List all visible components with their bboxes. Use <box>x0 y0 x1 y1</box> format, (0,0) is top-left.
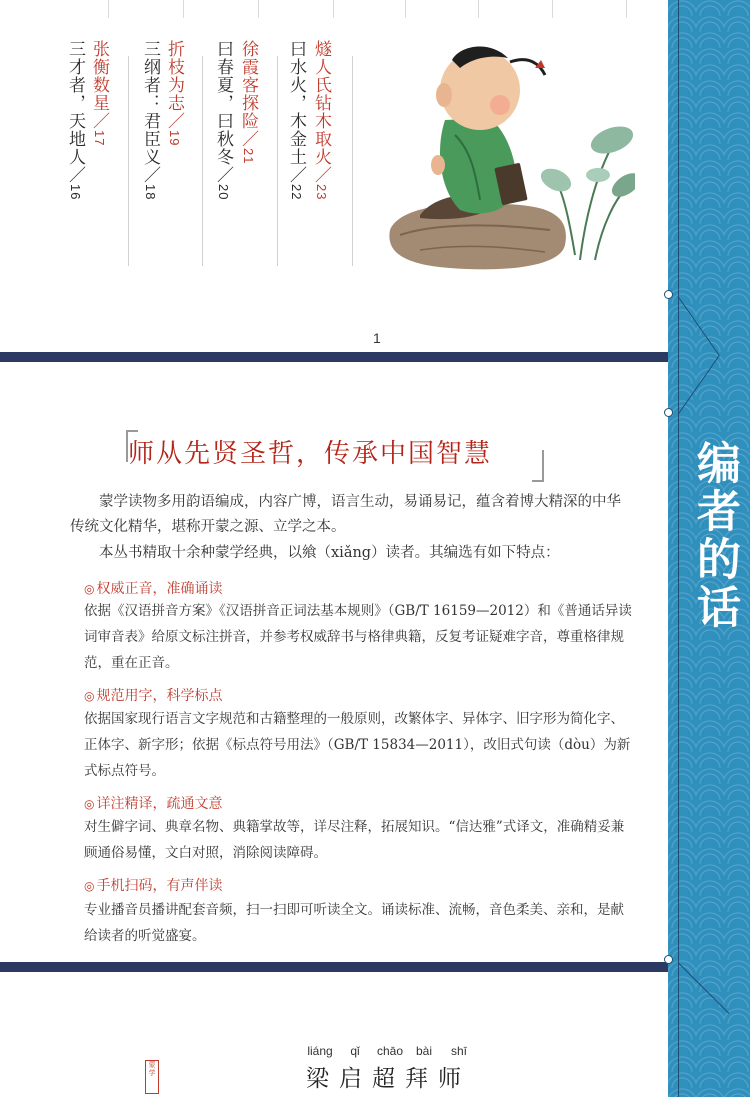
editor-note-page <box>0 365 668 962</box>
toc-title: 燧人氏钻木取火 <box>311 40 331 166</box>
pinyin-syllable: qǐ <box>350 1044 360 1058</box>
toc-line-page: 22 <box>289 184 304 201</box>
toc-divider <box>128 56 129 266</box>
bullet-mark: ◎ <box>84 689 95 703</box>
section-body: 对生僻字词、典章名物、典籍掌故等，详尽注释，拓展知识。“信达雅”式译文，准确精妥兼顾通俗易懂，文白对照，消除阅读障碍。 <box>84 819 625 861</box>
toc-divider <box>277 56 278 266</box>
toc-rule <box>333 0 334 18</box>
headline-bracket-right <box>532 450 544 482</box>
binding-hole <box>664 408 673 417</box>
toc-title-page: 21 <box>241 148 256 165</box>
section-title <box>84 793 222 813</box>
section-title <box>84 578 222 598</box>
section-title-text: 权威正音，准确诵读 <box>96 580 223 596</box>
toc-entry-line[interactable]: 曰春夏，曰秋冬／20 <box>213 40 233 201</box>
toc-line: 三才者，天地人 <box>65 40 85 166</box>
page-number: 1 <box>373 330 381 346</box>
page-separator <box>0 962 750 972</box>
intro-paragraph: 蒙学读物多用韵语编成，内容广博，语言生动，易诵易记，蕴含着博大精深的中华传统文化精华，堪称开蒙之源、立学之本。 <box>70 494 621 535</box>
binding-hole <box>664 955 673 964</box>
bullet-mark: ◎ <box>84 797 95 811</box>
toc-rule <box>258 0 259 18</box>
headline: 师从先贤圣哲，传承中国智慧 <box>128 439 493 469</box>
toc-title: 张衡数星 <box>89 40 109 112</box>
toc-entry-line[interactable]: 三纲者：君臣义／18 <box>140 40 160 201</box>
pinyin-syllable: shī <box>450 1044 467 1058</box>
toc-entry-title[interactable]: 折枝为志／19 <box>164 40 184 147</box>
pinyin-syllable: chāo <box>376 1044 404 1058</box>
section-title <box>84 875 222 895</box>
toc-entry-line[interactable]: 三才者，天地人／16 <box>65 40 85 201</box>
toc-divider <box>202 56 203 266</box>
section-title <box>84 685 222 705</box>
binding-hole <box>664 290 673 299</box>
toc-line: 三纲者：君臣义 <box>140 40 160 166</box>
toc-entry-title[interactable]: 徐霞客探险／21 <box>238 40 258 165</box>
toc-title-page: 19 <box>167 130 182 147</box>
toc-title: 折枝为志 <box>164 40 184 112</box>
pinyin-syllable: liáng <box>307 1044 333 1058</box>
toc-entry-title[interactable]: 张衡数星／17 <box>89 40 109 147</box>
toc-rule <box>108 0 109 18</box>
section-title-text: 详注精译，疏通文意 <box>96 795 223 811</box>
toc-line-page: 18 <box>143 184 158 201</box>
toc-line-page: 16 <box>68 184 83 201</box>
toc-title: 徐霞客探险 <box>238 40 258 130</box>
section-body: 专业播音员播讲配套音频，扫一扫即可听读全文。诵读标准、流畅，音色柔美、亲和，是献给读者的听觉盛宴。 <box>84 902 624 944</box>
toc-line: 曰春夏，曰秋冬 <box>213 40 233 166</box>
toc-page <box>0 0 668 352</box>
binding-line <box>678 0 679 1097</box>
toc-divider <box>352 56 353 266</box>
section-body: 依据《汉语拼音方案》《汉语拼音正词法基本规则》（GB/T 16159—2012）和《普通话异读词审音表》给原文标注拼音，并参考权威辞书与格律典籍，反复考证疑难字音，尊重格律规范，重在正音。 <box>84 603 632 671</box>
seal-stamp: 蒙学 <box>145 1060 159 1094</box>
section-body: 依据国家现行语言文字规范和古籍整理的一般原则，改繁体字、异体字、旧字形为简化字、正体字、新字形；依据《标点符号用法》（GB/T 15834—2011），改旧式句读（dòu）为新式标点符号。 <box>84 711 631 779</box>
toc-line-page: 20 <box>216 184 231 201</box>
bullet-mark: ◎ <box>84 879 95 893</box>
toc-line: 曰水火，木金土 <box>286 40 306 166</box>
intro-paragraph: 本丛书精取十余种蒙学经典，以飨（xiǎng）读者。其编选有如下特点： <box>99 545 560 561</box>
toc-title-page: 23 <box>314 184 329 201</box>
story-title: 梁启超拜师 <box>306 1066 471 1092</box>
bullet-mark: ◎ <box>84 582 95 596</box>
toc-rule <box>183 0 184 18</box>
toc-entry-title[interactable]: 燧人氏钻木取火／23 <box>311 40 331 201</box>
section-title-text: 手机扫码，有声伴读 <box>96 877 223 893</box>
toc-title-page: 17 <box>92 130 107 147</box>
toc-entry-line[interactable]: 曰水火，木金土／22 <box>286 40 306 201</box>
pinyin-syllable: bài <box>415 1044 432 1058</box>
child-reading-illustration <box>380 0 635 285</box>
section-title-text: 规范用字，科学标点 <box>96 687 223 703</box>
page-separator <box>0 352 750 362</box>
vertical-title: 编者的话 <box>689 440 740 632</box>
